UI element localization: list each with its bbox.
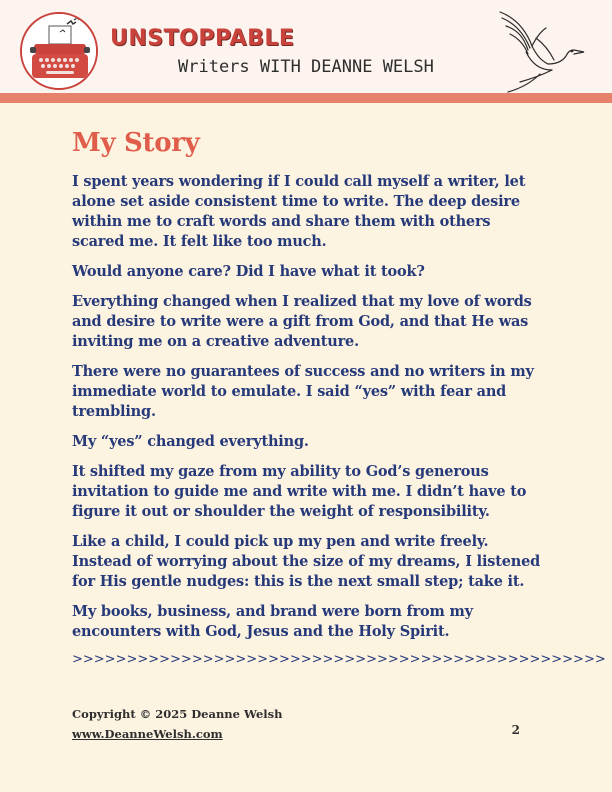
story-paragraph: It shifted my gaze from my ability to God’s generous invitation to guide me and write with me. I didn’t have to figure it out or shoulder the weight of responsibility. xyxy=(72,463,527,520)
page-title: My Story xyxy=(72,128,200,158)
logo xyxy=(20,12,98,90)
header-accent-bar xyxy=(0,93,612,103)
story-paragraph: Like a child, I could pick up my pen and write freely. Instead of worrying about the size of my dreams, I listened for His gentle nudges: this is the next small step; take it. xyxy=(72,533,541,590)
copyright-text: Copyright © 2025 Deanne Welsh xyxy=(72,707,283,721)
website-link[interactable]: www.DeanneWelsh.com xyxy=(72,727,223,741)
story-paragraph: My “yes” changed everything. xyxy=(72,433,309,450)
story-paragraph: I spent years wondering if I could call myself a writer, let alone set aside consistent time to write. The deep desire within me to craft words and share them with others scared me. It felt like too much. xyxy=(72,173,526,250)
section-divider: >>>>>>>>>>>>>>>>>>>>>>>>>>>>>>>>>>>>>>>>>>>>>>>>> xyxy=(72,652,606,667)
brand-subtitle: Writers WITH DEANNE WELSH xyxy=(178,57,434,77)
typewriter-icon xyxy=(22,14,98,90)
story-paragraph: Would anyone care? Did I have what it took? xyxy=(72,263,425,280)
story-paragraph: There were no guarantees of success and no writers in my immediate world to emulate. I said “yes” with fear and trembling. xyxy=(72,363,534,420)
page-header xyxy=(0,0,612,93)
page-footer xyxy=(72,705,520,743)
main-content xyxy=(72,128,606,667)
story-paragraph: My books, business, and brand were born from my encounters with God, Jesus and the Holy Spirit. xyxy=(72,603,473,640)
story-paragraph: Everything changed when I realized that my love of words and desire to write were a gift from God, and that He was inviting me on a creative adventure. xyxy=(72,293,532,350)
page-number: 2 xyxy=(511,723,520,737)
brand-title: UNSTOPPABLE xyxy=(110,26,295,51)
heron-icon xyxy=(496,8,586,96)
